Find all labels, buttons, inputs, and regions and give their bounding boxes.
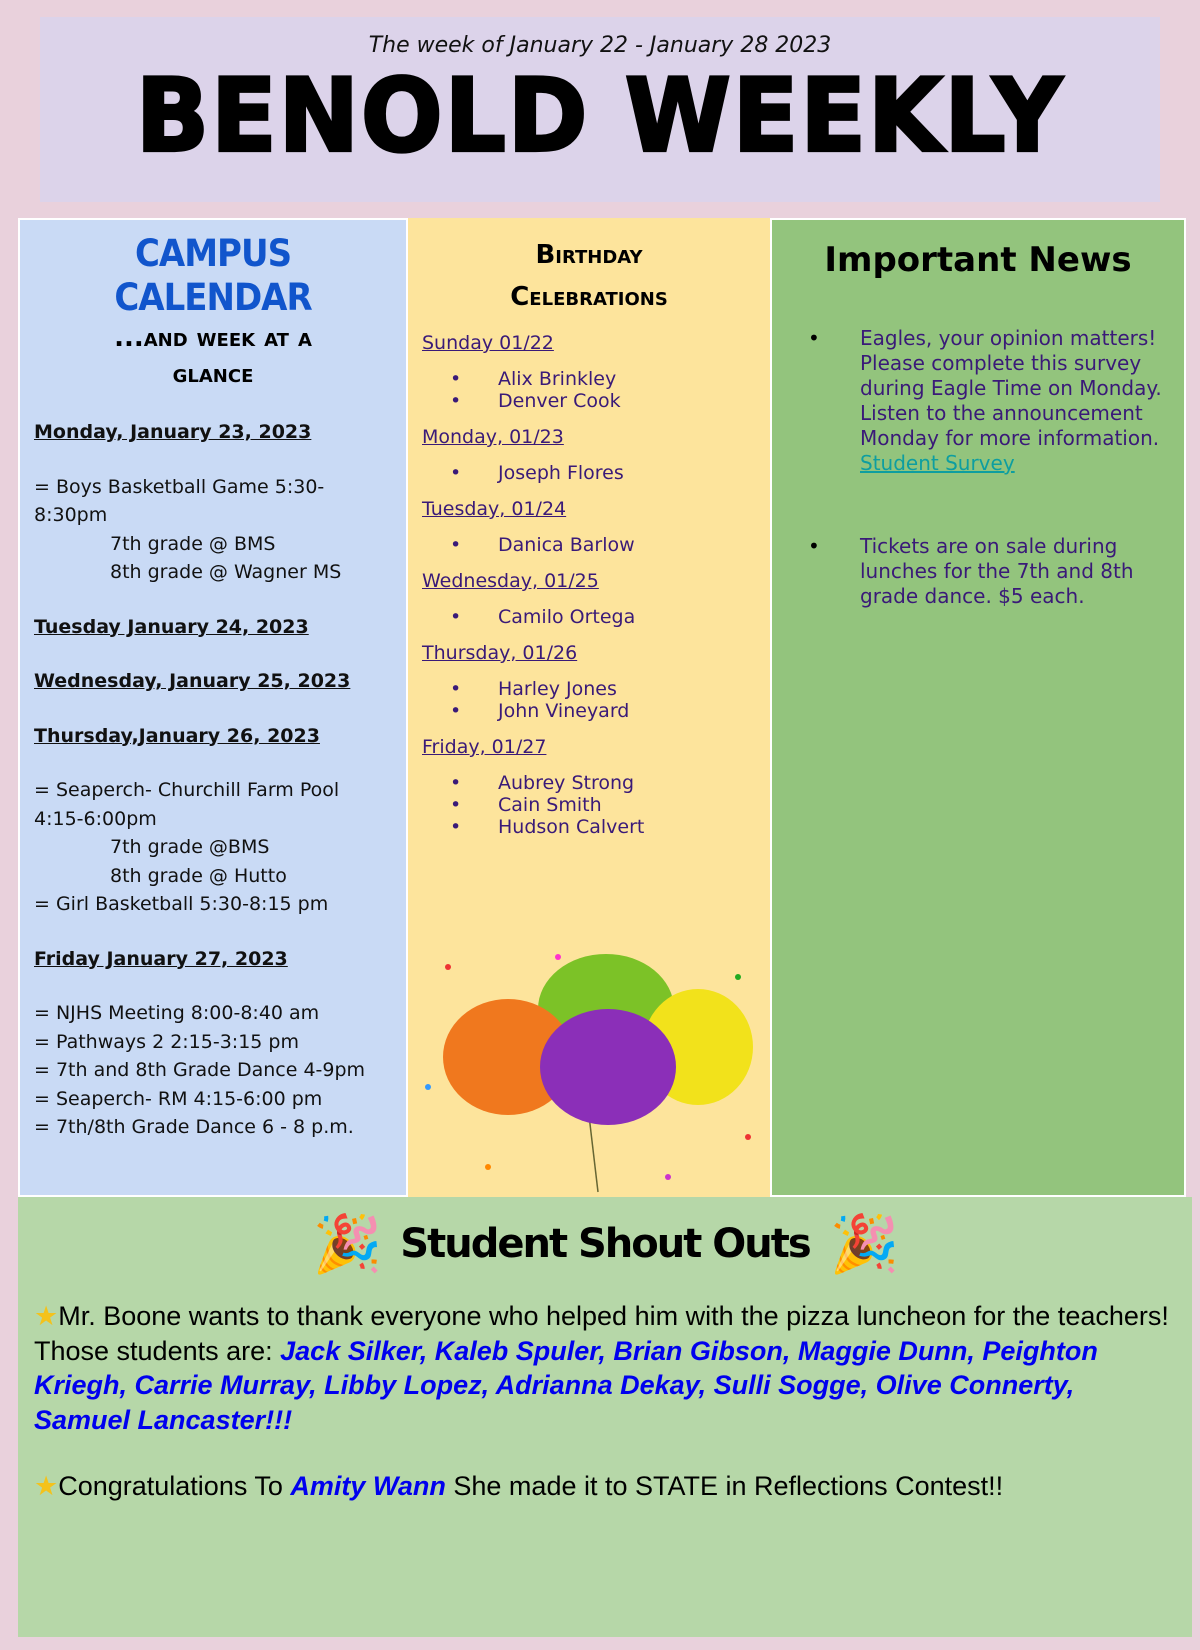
birthday-name: • Aubrey Strong xyxy=(422,772,756,794)
shoutout-paragraph xyxy=(34,1469,1176,1504)
calendar-title: CAMPUS CALENDAR xyxy=(114,232,312,320)
birthday-name: • Danica Barlow xyxy=(422,534,756,556)
calendar-event: = Girl Basketball 5:30-8:15 pm xyxy=(34,893,329,915)
birthday-name: • Hudson Calvert xyxy=(422,816,756,838)
news-item-text: Eagles, your opinion matters! Please complete this survey during Eagle Time on Monday. Listen to the announcement Monday for more information. xyxy=(860,326,1162,450)
calendar-days xyxy=(34,418,392,1142)
shoutouts-heading xyxy=(34,1211,1176,1277)
birthday-date: Thursday, 01/26 xyxy=(422,642,578,664)
birthday-date: Tuesday, 01/24 xyxy=(422,498,567,520)
party-popper-icon: 🎉 xyxy=(829,1212,898,1277)
shoutout-paragraph xyxy=(34,1299,1176,1437)
star-icon: ★ xyxy=(34,1301,59,1331)
shoutouts-title: Student Shout Outs xyxy=(400,1221,810,1267)
calendar-event: = Boys Basketball Game 5:30-8:30pm xyxy=(34,475,325,526)
birthday-name: • Alix Brinkley xyxy=(422,368,756,390)
calendar-event-detail: 8th grade @ Hutto xyxy=(110,864,287,887)
news-list xyxy=(792,326,1164,609)
star-icon: ★ xyxy=(34,1471,59,1501)
birthday-name: • Cain Smith xyxy=(422,794,756,816)
birthday-names xyxy=(422,368,756,412)
calendar-events xyxy=(34,473,392,587)
student-survey-link[interactable]: Student Survey xyxy=(860,451,1015,475)
news-item xyxy=(792,326,1164,476)
calendar-event-detail: 7th grade @ BMS xyxy=(110,532,276,555)
week-range: The week of January 22 - January 28 2023 xyxy=(368,33,832,58)
birthday-names xyxy=(422,606,756,628)
calendar-event: = NJHS Meeting 8:00-8:40 am xyxy=(34,1002,320,1024)
birthday-names xyxy=(422,678,756,722)
birthday-name: • Harley Jones xyxy=(422,678,756,700)
calendar-day-heading: Friday January 27, 2023 xyxy=(34,947,288,970)
birthday-name: • John Vineyard xyxy=(422,700,756,722)
calendar-event: = Seaperch- Churchill Farm Pool 4:15-6:00pm xyxy=(34,779,340,830)
newsletter-title: BENOLD WEEKLY xyxy=(135,57,1065,175)
birthday-date: Wednesday, 01/25 xyxy=(422,570,599,592)
news-title: Important News xyxy=(824,240,1132,280)
birthday-name: • Joseph Flores xyxy=(422,462,756,484)
shoutouts-section xyxy=(18,1197,1192,1637)
birthday-name: • Camilo Ortega xyxy=(422,606,756,628)
campus-calendar-column xyxy=(18,218,408,1197)
student-names: Jack Silker, Kaleb Spuler, Brian Gibson, Maggie Dunn, Peighton Kriegh, Carrie Murray, Libby Lopez, Adrianna Dekay, Sulli Sogge, Olive Connerty, Samuel Lancaster!!! xyxy=(34,1335,1098,1435)
balloons-image xyxy=(408,937,770,1197)
newsletter-header xyxy=(40,17,1160,202)
calendar-event: = Seaperch- RM 4:15-6:00 pm xyxy=(34,1087,323,1110)
birthday-column xyxy=(408,218,770,1197)
shoutout-text: She made it to STATE in Reflections Contest!! xyxy=(445,1471,1004,1501)
birthday-list xyxy=(422,332,756,838)
calendar-events xyxy=(34,776,392,919)
birthday-name: • Denver Cook xyxy=(422,390,756,412)
calendar-events xyxy=(34,999,392,1142)
birthday-names xyxy=(422,534,756,556)
student-name: Amity Wann xyxy=(290,1471,446,1501)
birthday-date: Monday, 01/23 xyxy=(422,426,564,448)
birthday-names xyxy=(422,462,756,484)
calendar-day-heading: Thursday,January 26, 2023 xyxy=(34,724,320,747)
important-news-column xyxy=(770,218,1186,1197)
shoutout-text: Congratulations To xyxy=(58,1471,291,1501)
calendar-event-detail: 8th grade @ Wagner MS xyxy=(110,561,342,583)
birthday-names xyxy=(422,772,756,838)
calendar-subtitle: ...and week at a glance xyxy=(114,323,312,389)
calendar-event: = 7th/8th Grade Dance 6 - 8 p.m. xyxy=(34,1116,354,1138)
news-item xyxy=(792,534,1164,609)
party-popper-icon: 🎉 xyxy=(312,1212,381,1277)
birthday-date: Sunday 01/22 xyxy=(422,332,554,354)
calendar-event-detail: 7th grade @BMS xyxy=(110,836,270,858)
shoutout-text: Mr. Boone wants to thank everyone who helped him with the pizza luncheon for the teachers! Those students are: xyxy=(34,1301,1169,1366)
calendar-event: = Pathways 2 2:15-3:15 pm xyxy=(34,1030,299,1053)
news-item-text: Tickets are on sale during lunches for the 7th and 8th grade dance. $5 each. xyxy=(860,534,1134,608)
calendar-day-heading: Monday, January 23, 2023 xyxy=(34,421,312,443)
calendar-day-heading: Wednesday, January 25, 2023 xyxy=(34,670,351,692)
calendar-day-heading: Tuesday January 24, 2023 xyxy=(34,615,309,638)
calendar-event: = 7th and 8th Grade Dance 4-9pm xyxy=(34,1059,366,1081)
birthday-date: Friday, 01/27 xyxy=(422,736,547,758)
birthday-title: Birthday Celebrations xyxy=(510,240,668,312)
